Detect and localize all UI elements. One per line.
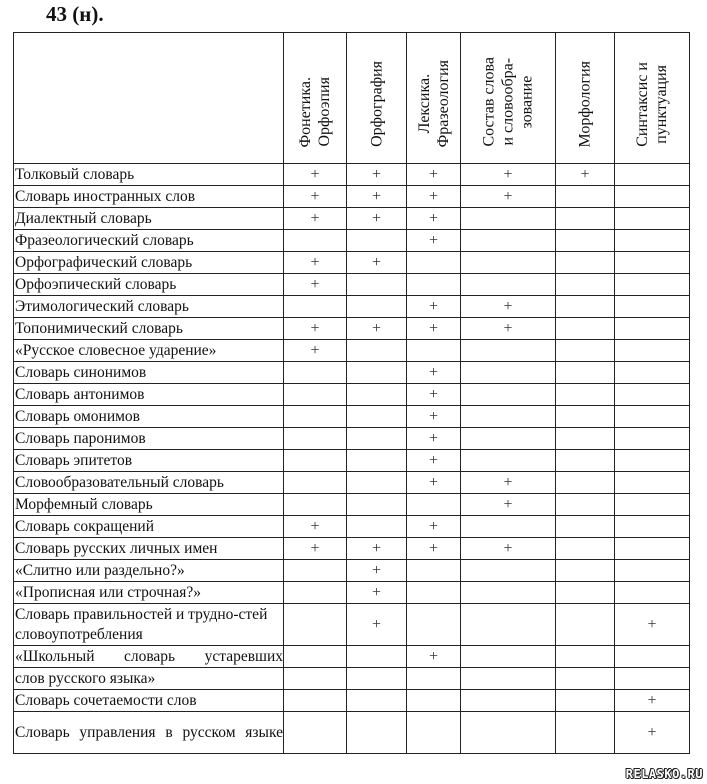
mark-cell xyxy=(347,362,407,384)
mark-cell: + xyxy=(407,296,461,318)
dictionary-name: Словарь сочетаемости слов xyxy=(14,690,284,712)
table-row xyxy=(14,450,690,472)
dictionary-name: «Прописная или строчная?» xyxy=(14,582,284,604)
mark-cell xyxy=(556,318,615,340)
mark-cell: + xyxy=(407,318,461,340)
mark-cell: + xyxy=(407,230,461,252)
table-row xyxy=(14,208,690,230)
mark-cell xyxy=(615,362,690,384)
mark-cell xyxy=(461,712,556,754)
mark-cell xyxy=(461,668,556,690)
mark-cell xyxy=(347,384,407,406)
mark-cell: + xyxy=(284,538,347,560)
column-header xyxy=(347,33,407,164)
mark-cell xyxy=(284,450,347,472)
mark-cell xyxy=(284,668,347,690)
mark-cell: + xyxy=(461,296,556,318)
exercise-title: 43 (н). xyxy=(46,2,104,26)
mark-cell xyxy=(461,362,556,384)
mark-cell xyxy=(284,646,347,668)
mark-cell xyxy=(615,428,690,450)
dictionary-name: Толковый словарь xyxy=(14,164,284,186)
mark-cell: + xyxy=(284,186,347,208)
table-row xyxy=(14,582,690,604)
mark-cell xyxy=(556,384,615,406)
header-row xyxy=(14,33,690,164)
mark-cell xyxy=(556,296,615,318)
table-row xyxy=(14,428,690,450)
mark-cell xyxy=(407,274,461,296)
mark-cell xyxy=(615,318,690,340)
mark-cell xyxy=(347,494,407,516)
mark-cell: + xyxy=(407,450,461,472)
mark-cell xyxy=(556,604,615,646)
column-header-label: Морфология xyxy=(576,60,594,147)
mark-cell xyxy=(461,582,556,604)
mark-cell xyxy=(615,450,690,472)
column-header xyxy=(461,33,556,164)
dictionary-name: Орфографический словарь xyxy=(14,252,284,274)
mark-cell xyxy=(347,296,407,318)
mark-cell xyxy=(556,516,615,538)
mark-cell: + xyxy=(347,164,407,186)
column-header xyxy=(556,33,615,164)
table-row xyxy=(14,604,690,646)
mark-cell: + xyxy=(347,582,407,604)
mark-cell xyxy=(556,690,615,712)
mark-cell xyxy=(284,582,347,604)
mark-cell: + xyxy=(461,186,556,208)
table-row xyxy=(14,230,690,252)
mark-cell xyxy=(284,384,347,406)
mark-cell xyxy=(556,406,615,428)
mark-cell: + xyxy=(284,318,347,340)
mark-cell xyxy=(615,296,690,318)
mark-cell: + xyxy=(461,164,556,186)
mark-cell xyxy=(347,406,407,428)
dictionary-name: Словарь русских личных имен xyxy=(14,538,284,560)
table-row xyxy=(14,362,690,384)
mark-cell: + xyxy=(407,208,461,230)
column-header xyxy=(284,33,347,164)
mark-cell: + xyxy=(461,538,556,560)
mark-cell xyxy=(615,582,690,604)
mark-cell xyxy=(556,712,615,754)
mark-cell xyxy=(461,604,556,646)
mark-cell: + xyxy=(407,406,461,428)
mark-cell xyxy=(461,384,556,406)
table-row xyxy=(14,494,690,516)
mark-cell: + xyxy=(284,164,347,186)
mark-cell xyxy=(461,406,556,428)
mark-cell xyxy=(556,582,615,604)
mark-cell xyxy=(407,560,461,582)
dictionary-name: Орфоэпический словарь xyxy=(14,274,284,296)
dictionary-name: «Школьный словарь устаревших xyxy=(14,646,284,668)
mark-cell: + xyxy=(347,560,407,582)
mark-cell: + xyxy=(407,516,461,538)
mark-cell xyxy=(556,252,615,274)
mark-cell xyxy=(615,494,690,516)
mark-cell xyxy=(556,450,615,472)
table-row xyxy=(14,516,690,538)
mark-cell xyxy=(461,340,556,362)
mark-cell xyxy=(615,340,690,362)
table-row xyxy=(14,690,690,712)
dictionary-name: Словарь сокращений xyxy=(14,516,284,538)
mark-cell: + xyxy=(284,340,347,362)
mark-cell xyxy=(461,646,556,668)
mark-cell xyxy=(556,274,615,296)
mark-cell xyxy=(407,690,461,712)
dictionary-name: Этимологический словарь xyxy=(14,296,284,318)
mark-cell: + xyxy=(461,472,556,494)
mark-cell xyxy=(347,646,407,668)
mark-cell xyxy=(347,230,407,252)
mark-cell xyxy=(556,494,615,516)
mark-cell xyxy=(615,274,690,296)
mark-cell xyxy=(615,384,690,406)
mark-cell: + xyxy=(407,538,461,560)
mark-cell: + xyxy=(407,186,461,208)
mark-cell xyxy=(407,252,461,274)
mark-cell: + xyxy=(284,274,347,296)
mark-cell xyxy=(556,646,615,668)
table-row xyxy=(14,538,690,560)
mark-cell: + xyxy=(407,384,461,406)
mark-cell xyxy=(284,604,347,646)
mark-cell: + xyxy=(407,472,461,494)
column-header xyxy=(615,33,690,164)
mark-cell xyxy=(461,252,556,274)
mark-cell: + xyxy=(347,318,407,340)
mark-cell xyxy=(556,668,615,690)
mark-cell xyxy=(556,186,615,208)
mark-cell xyxy=(556,560,615,582)
mark-cell xyxy=(615,560,690,582)
mark-cell xyxy=(284,230,347,252)
mark-cell xyxy=(615,252,690,274)
mark-cell: + xyxy=(347,252,407,274)
mark-cell: + xyxy=(407,164,461,186)
dictionary-name: Словообразовательный словарь xyxy=(14,472,284,494)
mark-cell xyxy=(284,712,347,754)
dictionary-name: Словарь синонимов xyxy=(14,362,284,384)
dictionary-name: Морфемный словарь xyxy=(14,494,284,516)
mark-cell xyxy=(284,362,347,384)
table-row xyxy=(14,384,690,406)
mark-cell xyxy=(556,472,615,494)
dictionary-name: Словарь иностранных слов xyxy=(14,186,284,208)
dictionary-name: «Слитно или раздельно?» xyxy=(14,560,284,582)
mark-cell: + xyxy=(347,208,407,230)
mark-cell: + xyxy=(461,318,556,340)
mark-cell: + xyxy=(347,186,407,208)
mark-cell xyxy=(407,712,461,754)
table-row xyxy=(14,712,690,754)
mark-cell xyxy=(407,604,461,646)
table-row xyxy=(14,646,690,668)
header-empty-cell xyxy=(14,33,284,164)
mark-cell: + xyxy=(461,494,556,516)
mark-cell xyxy=(461,450,556,472)
mark-cell: + xyxy=(615,690,690,712)
mark-cell xyxy=(615,230,690,252)
mark-cell xyxy=(284,560,347,582)
dictionary-name: Словарь эпитетов xyxy=(14,450,284,472)
mark-cell xyxy=(347,690,407,712)
mark-cell xyxy=(615,186,690,208)
mark-cell xyxy=(347,668,407,690)
mark-cell xyxy=(615,668,690,690)
dictionary-name: Словарь паронимов xyxy=(14,428,284,450)
dictionary-name: Словарь омонимов xyxy=(14,406,284,428)
mark-cell xyxy=(461,230,556,252)
column-header xyxy=(407,33,461,164)
mark-cell xyxy=(284,472,347,494)
mark-cell xyxy=(347,712,407,754)
column-header-label: Синтаксис и пунктуация xyxy=(634,62,670,147)
table-row xyxy=(14,472,690,494)
mark-cell: + xyxy=(407,428,461,450)
table-row xyxy=(14,340,690,362)
mark-cell xyxy=(615,406,690,428)
dictionary-name: Топонимический словарь xyxy=(14,318,284,340)
mark-cell: + xyxy=(556,164,615,186)
mark-cell xyxy=(284,690,347,712)
mark-cell: + xyxy=(284,516,347,538)
mark-cell: + xyxy=(347,538,407,560)
mark-cell: + xyxy=(615,712,690,754)
mark-cell xyxy=(615,164,690,186)
mark-cell xyxy=(407,668,461,690)
table-row xyxy=(14,186,690,208)
mark-cell xyxy=(556,538,615,560)
mark-cell xyxy=(347,516,407,538)
mark-cell xyxy=(284,494,347,516)
column-header-label: Состав слова и словообра- зование xyxy=(480,57,536,147)
mark-cell: + xyxy=(347,604,407,646)
dictionary-name: Фразеологический словарь xyxy=(14,230,284,252)
table-row xyxy=(14,560,690,582)
dictionary-name: Словарь правильностей и трудно-стей словоупотребления xyxy=(14,604,284,646)
mark-cell xyxy=(615,646,690,668)
mark-cell xyxy=(556,208,615,230)
mark-cell xyxy=(347,428,407,450)
table-row xyxy=(14,274,690,296)
mark-cell xyxy=(347,472,407,494)
mark-cell xyxy=(615,472,690,494)
mark-cell xyxy=(347,274,407,296)
dictionary-name: Словарь управления в русском языке xyxy=(14,712,284,754)
mark-cell xyxy=(284,296,347,318)
watermark: RELASKO.RU xyxy=(625,767,703,781)
mark-cell xyxy=(347,340,407,362)
mark-cell xyxy=(556,362,615,384)
mark-cell xyxy=(615,538,690,560)
mark-cell xyxy=(556,230,615,252)
mark-cell xyxy=(461,274,556,296)
dictionary-name: Словарь антонимов xyxy=(14,384,284,406)
mark-cell: + xyxy=(407,646,461,668)
mark-cell xyxy=(461,516,556,538)
mark-cell xyxy=(284,406,347,428)
dictionary-table xyxy=(13,32,690,754)
table-row xyxy=(14,668,690,690)
column-header-label: Орфография xyxy=(368,61,385,147)
mark-cell xyxy=(284,428,347,450)
table-row xyxy=(14,318,690,340)
mark-cell xyxy=(556,340,615,362)
mark-cell: + xyxy=(284,252,347,274)
mark-cell: + xyxy=(407,362,461,384)
table-row xyxy=(14,164,690,186)
mark-cell: + xyxy=(284,208,347,230)
table-row xyxy=(14,296,690,318)
dictionary-name: Диалектный словарь xyxy=(14,208,284,230)
dictionary-name: слов русского языка» xyxy=(14,668,284,690)
mark-cell xyxy=(615,208,690,230)
mark-cell xyxy=(347,450,407,472)
table-row xyxy=(14,252,690,274)
mark-cell xyxy=(461,208,556,230)
table-row xyxy=(14,406,690,428)
mark-cell xyxy=(461,690,556,712)
column-header-label: Лексика. Фразеология xyxy=(415,59,452,147)
mark-cell xyxy=(556,428,615,450)
mark-cell xyxy=(407,340,461,362)
mark-cell xyxy=(461,428,556,450)
mark-cell xyxy=(407,582,461,604)
dictionary-name: «Русское словесное ударение» xyxy=(14,340,284,362)
mark-cell xyxy=(615,516,690,538)
mark-cell: + xyxy=(615,604,690,646)
mark-cell xyxy=(407,494,461,516)
mark-cell xyxy=(461,560,556,582)
column-header-label: Фонетика. Орфоэпия xyxy=(297,76,333,147)
